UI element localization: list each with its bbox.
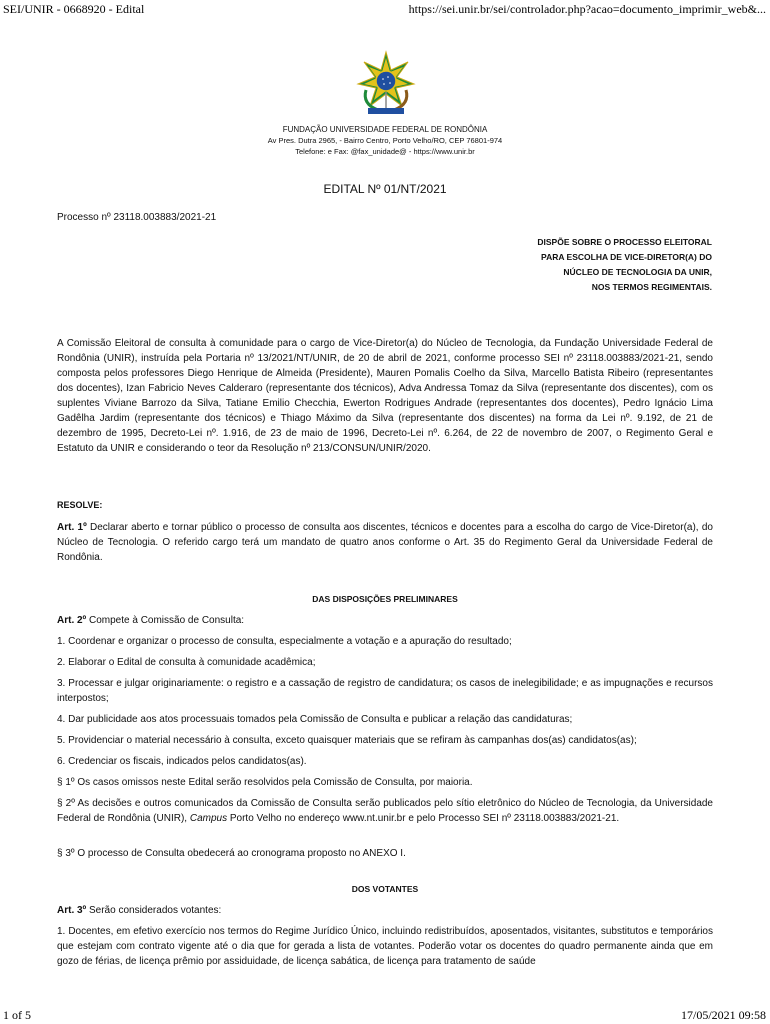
paragraph-1: § 1º Os casos omissos neste Edital serão resolvidos pela Comissão de Consulta, por maioria. <box>57 777 473 788</box>
article-label: Art. 2º <box>57 615 87 626</box>
print-header <box>0 2 770 18</box>
ementa-line: PARA ESCOLHA DE VICE-DIRETOR(A) DO <box>541 252 712 262</box>
institution-address: Av Pres. Dutra 2965, - Bairro Centro, Porto Velho/RO, CEP 76801-974 <box>267 136 503 145</box>
article-label: Art. 3º <box>57 905 87 916</box>
print-header-title: SEI/UNIR - 0668920 - Edital <box>3 2 145 16</box>
article-text: Compete à Comissão de Consulta: <box>86 615 245 626</box>
ementa-line: NÚCLEO DE TECNOLOGIA DA UNIR, <box>563 267 712 277</box>
article-label: Art. 1º <box>57 522 87 533</box>
list-item: 4. Dar publicidade aos atos processuais tomados pela Comissão de Consulta e publicar a relação das candidaturas; <box>57 714 573 725</box>
list-item: 1. Docentes, em efetivo exercício nos termos do Regime Jurídico Único, incluindo redistribuídos, aposentados, visitantes, substitutos e temporários que estejam com contrato vigente até o dia que for gerada a lista de votantes. Poderão votar os docentes do quadro permanente ainda que em gozo de férias, de licença prêmio por assiduidade, de licença sabática, de licença para tratamento de saúde <box>57 926 713 967</box>
print-header-url: https://sei.unir.br/sei/controlador.php?acao=documento_imprimir_web&... <box>408 2 766 16</box>
institution-header <box>0 124 770 157</box>
page-count: 1 of 5 <box>3 1008 31 1022</box>
article-text: Serão considerados votantes: <box>86 905 222 916</box>
list-item: 2. Elaborar o Edital de consulta à comunidade acadêmica; <box>57 657 316 668</box>
paragraph-text: § 2º As decisões e outros comunicados da Comissão de Consulta serão publicados pelo sítio eletrônico do Núcleo de Tecnologia, da Universidade Federal de Rondônia (UNIR), <box>57 798 713 824</box>
campus-italic: Campus <box>189 813 228 824</box>
process-number: Processo nº 23118.003883/2021-21 <box>57 212 217 223</box>
coat-of-arms-icon <box>356 50 416 116</box>
paragraph-3: § 3º O processo de Consulta obedecerá ao cronograma proposto no ANEXO I. <box>57 848 406 859</box>
list-item: 1. Coordenar e organizar o processo de consulta, especialmente a votação e a apuração do resultado; <box>57 636 512 647</box>
article-1 <box>57 520 713 565</box>
list-item: 6. Credenciar os fiscais, indicados pelos candidatos(as). <box>57 756 307 767</box>
institution-name: FUNDAÇÃO UNIVERSIDADE FEDERAL DE RONDÔNIA <box>282 125 488 134</box>
article-2 <box>57 613 713 628</box>
article-3 <box>57 903 713 918</box>
ementa <box>452 235 712 295</box>
ementa-line: NOS TERMOS REGIMENTAIS. <box>591 282 712 292</box>
document-title: EDITAL Nº 01/NT/2021 <box>323 182 447 196</box>
list-item: 3. Processar e julgar originariamente: o registro e a cassação de registro de candidatura; os casos de inelegibilidade; e as impugnações e recursos interpostos; <box>57 678 713 704</box>
section-heading-preliminares: DAS DISPOSIÇÕES PRELIMINARES <box>312 594 458 604</box>
print-footer <box>0 1008 770 1024</box>
paragraph-2 <box>57 796 713 826</box>
preamble: A Comissão Eleitoral de consulta à comunidade para o cargo de Vice-Diretor(a) do Núcleo de Tecnologia, da Fundação Universidade Federal de Rondônia (UNIR), instruída pela Portaria nº 13/2021/NT/UNIR, de 20 de abril de 2021, conforme processo SEI nº 23118.003883/2021-21, sendo composta pelos professores Diego Henrique de Almeida (Presidente), Mauren Pomalis Coelho da Silva, Marcello Batista Ribeiro (representantes dos docentes), Izan Fabricio Neves Calderaro (representante dos técnicos), Adva Andressa Tomaz da Silva (representante dos discentes), com os suplentes Viviane Barrozo da Silva, Tatiane Emilio Checchia, Ewerton Rodrigues Andrade (representantes dos docentes), Pedro Ignácio Lima Gadêlha Jardim (representante dos técnicos) e Thiago Máximo da Silva (representante dos discentes) na forma da Lei nº. 9.192, de 21 de dezembro de 1995, Decreto-Lei nº. 1.916, de 23 de maio de 1996, Decreto-Lei nº. 6.264, de 22 de novembro de 2007, o Regimento Geral e Estatuto da UNIR e considerando o teor da Resolução nº 213/CONSUN/UNIR/2020. <box>57 338 713 454</box>
article-text: Declarar aberto e tornar público o processo de consulta aos discentes, técnicos e docentes para a escolha do cargo de Vice-Diretor(a), do Núcleo de Tecnologia. O referido cargo terá um mandato de quatro anos conforme o Art. 35 do Regimento Geral da Universidade Federal de Rondônia. <box>57 522 713 563</box>
institution-contact: Telefone: e Fax: @fax_unidade@ - https://www.unir.br <box>295 147 475 156</box>
paragraph-text: Porto Velho no endereço www.nt.unir.br e pelo Processo SEI nº 23118.003883/2021-21. <box>227 813 620 824</box>
list-item: 5. Providenciar o material necessário à consulta, exceto quaisquer materiais que se refiram às campanhas dos(as) candidatos(as); <box>57 735 637 746</box>
ementa-line: DISPÕE SOBRE O PROCESSO ELEITORAL <box>537 237 712 247</box>
section-heading-votantes: DOS VOTANTES <box>351 884 419 894</box>
print-datetime: 17/05/2021 09:58 <box>680 1008 766 1022</box>
resolve-heading: RESOLVE: <box>57 500 103 510</box>
